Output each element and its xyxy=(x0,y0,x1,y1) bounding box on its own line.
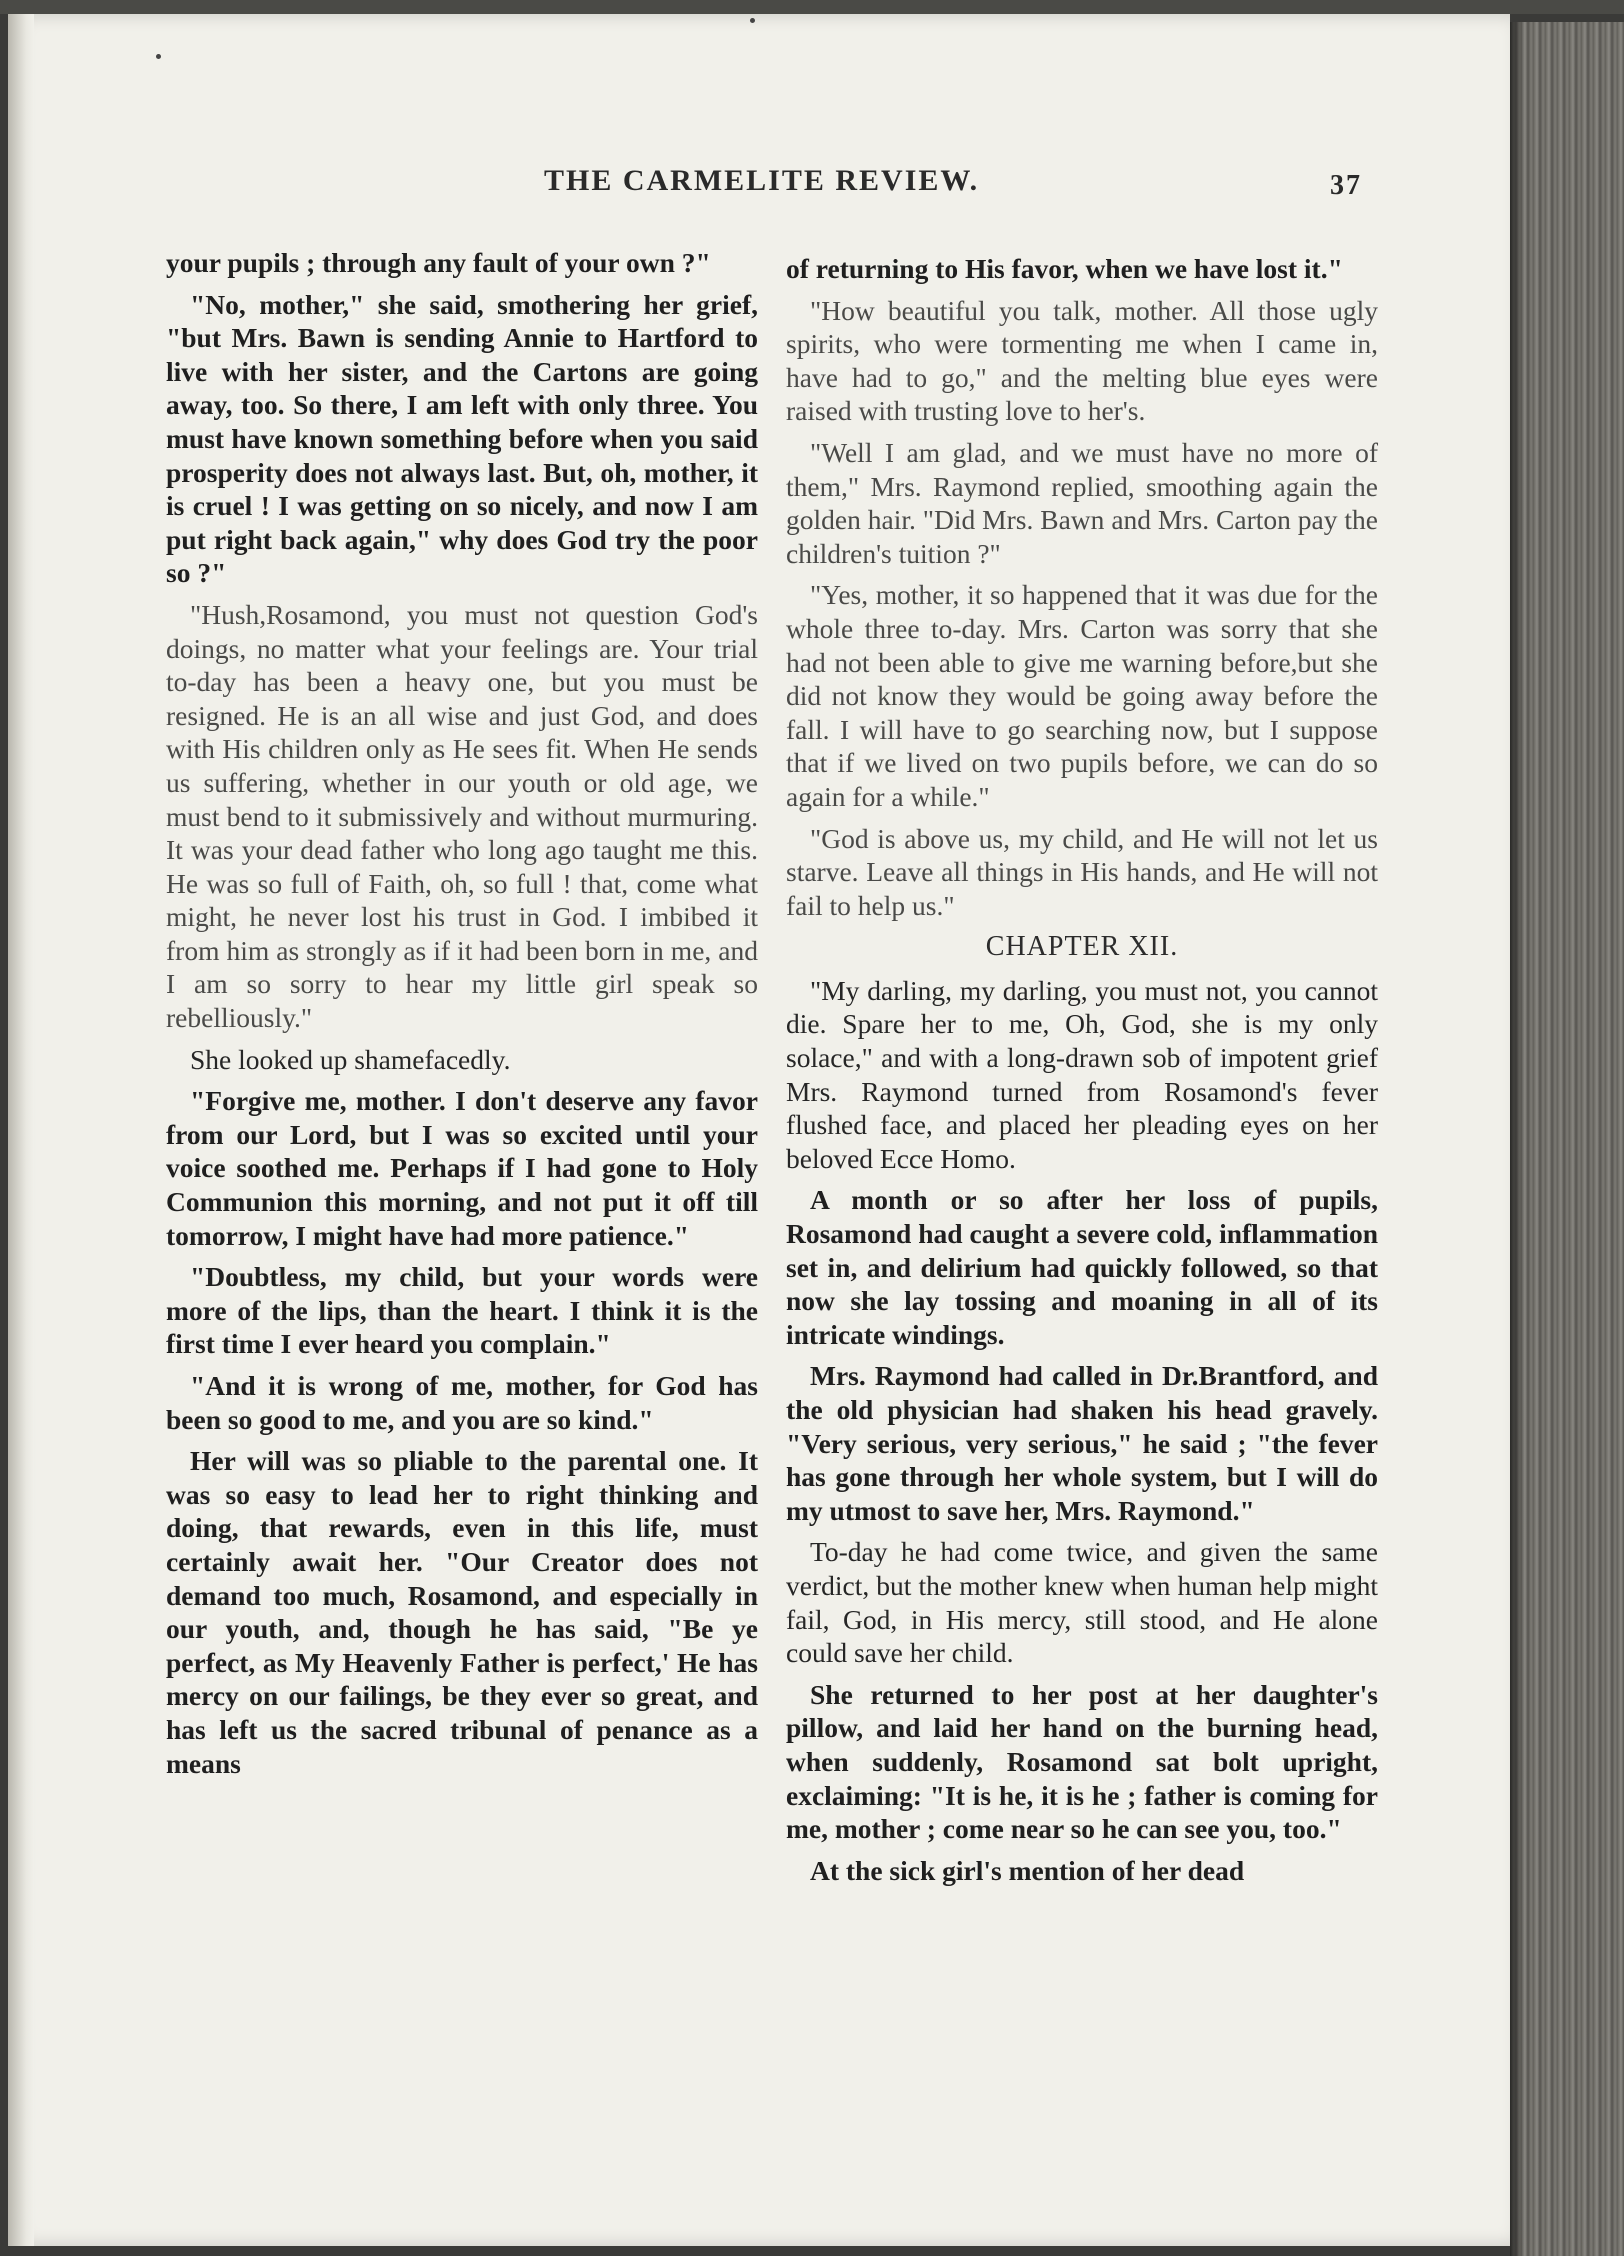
paragraph: "Yes, mother, it so happened that it was due for the whole three to-day. Mrs. Carton was sorry that she had not been able to give me warning before,but she did not know they would be going away before the fall. I will have to go searching now, but I suppose that if we lived on two pupils before, we can do so again for a while." xyxy=(786,579,1378,812)
paragraph: "My darling, my darling, you must not, you cannot die. Spare her to me, Oh, God, she is my only solace," and with a long-drawn sob of impotent grief Mrs. Raymond turned from Rosamond's fever flushed face, and placed her pleading eyes on her beloved Ecce Homo. xyxy=(786,974,1378,1174)
left-column xyxy=(166,246,758,1788)
chapter-heading: CHAPTER XII. xyxy=(985,931,1179,963)
paragraph: "Well I am glad, and we must have no more of them," Mrs. Raymond replied, smoothing again the golden hair. "Did Mrs. Bawn and Mrs. Carton pay the children's tuition ?" xyxy=(786,436,1378,569)
paragraph: She returned to her post at her daughter's pillow, and laid her hand on the burning head, when suddenly, Rosamond sat bolt upright, exclaiming: "It is he, it is he ; father is coming for me, mother ; come near so he can see you, too." xyxy=(786,1678,1378,1845)
paragraph: Mrs. Raymond had called in Dr.Brantford, and the old physician had shaken his head gravely. "Very serious, very serious," he said ; "the fever has gone through her whole system, but I will do my utmost to save her, Mrs. Raymond." xyxy=(786,1360,1378,1526)
scan-top-border xyxy=(0,0,1624,14)
book-edge xyxy=(1510,22,1624,2256)
paragraph: To-day he had come twice, and given the same verdict, but the mother knew when human help might fail, God, in His mercy, still stood, and He alone could save her child. xyxy=(786,1536,1378,1669)
paragraph: Her will was so pliable to the parental one. It was so easy to lead her to right thinking and doing, that rewards, even in this life, must certainly await her. "Our Creator does not demand too much, Rosamond, and especially in our youth, and, though he has said, "Be ye perfect, as My Heavenly Father is perfect,' He has mercy on our failings, be they ever so great, and has left us the sacred tribunal of penance as a means xyxy=(166,1445,758,1779)
paragraph: "No, mother," she said, smothering her grief, "but Mrs. Bawn is sending Annie to Hartford to live with her sister, and the Cartons are going away, too. So there, I am left with only three. You must have known something before when you said prosperity does not always last. But, oh, mother, it is cruel ! I was getting on so nicely, and now I am put right back again," why does God try the poor so ?" xyxy=(166,288,758,589)
paragraph: your pupils ; through any fault of your own ?" xyxy=(166,247,711,278)
page-number: 37 xyxy=(1330,170,1362,201)
paragraph: "How beautiful you talk, mother. All those ugly spirits, who were tormenting me when I came in, have had to go," and the melting blue eyes were raised with trusting love to her's. xyxy=(786,294,1378,427)
right-column xyxy=(786,252,1378,1895)
paragraph: At the sick girl's mention of her dead xyxy=(810,1854,1245,1886)
paragraph: She looked up shamefacedly. xyxy=(190,1043,511,1075)
paragraph: of returning to His favor, when we have lost it." xyxy=(786,253,1343,284)
paragraph: A month or so after her loss of pupils, Rosamond had caught a severe cold, inflammation set in, and delirium had quickly followed, so that now she lay tossing and moaning in all of its intricate windings. xyxy=(786,1184,1378,1350)
paragraph: "Forgive me, mother. I don't deserve any favor from our Lord, but I was so excited until your voice soothed me. Perhaps if I had gone to Holy Communion this morning, and not put it off till tomorrow, I might have had more patience." xyxy=(166,1085,758,1251)
book-page xyxy=(8,14,1510,2246)
journal-title: THE CARMELITE REVIEW. xyxy=(544,164,980,197)
paragraph: "Hush,Rosamond, you must not question God's doings, no matter what your feelings are. Your trial to-day has been a heavy one, but you must be resigned. He is an all wise and just God, and does with His children only as He sees fit. When He sends us suffering, whether in our youth or old age, we must bend to it submissively and without murmuring. It was your dead father who long ago taught me this. He was so full of Faith, oh, so full ! that, come what might, he never lost his trust in God. I imbibed it from him as strongly as if it had been born in me, and I am so sorry to hear my little girl speak so rebelliously." xyxy=(166,598,758,1034)
paragraph: "Doubtless, my child, but your words were more of the lips, than the heart. I think it is the first time I ever heard you complain." xyxy=(166,1261,758,1360)
page-gutter-shadow xyxy=(8,14,34,2246)
paragraph: "God is above us, my child, and He will not let us starve. Leave all things in His hands, and He will not fail to help us." xyxy=(786,822,1378,921)
paragraph: "And it is wrong of me, mother, for God has been so good to me, and you are so kind." xyxy=(166,1370,758,1435)
